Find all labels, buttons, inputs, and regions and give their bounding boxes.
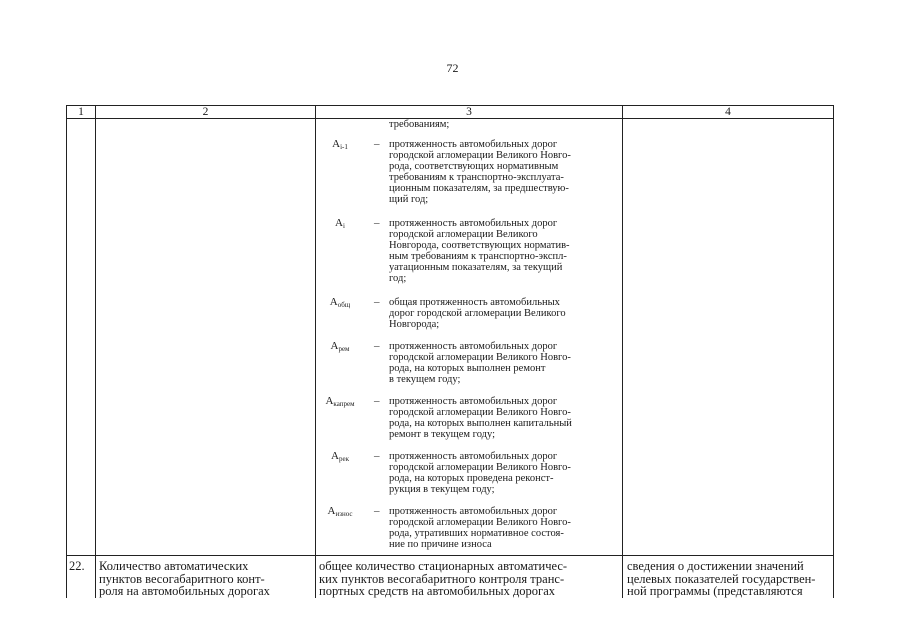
definition-text: протяженность автомобильных дорог городской агломерации Великого Новго- рода, на которых проведена реконст- рукция в текущем году; bbox=[389, 451, 571, 495]
definition-symbol: $A_{общ}$ bbox=[329, 296, 351, 309]
row-22-number: 22. bbox=[69, 559, 85, 573]
definition-text: протяженность автомобильных дорог городской агломерации Великого Новго- рода, соответствующих нормативным требованиям к транспортно-эксплуата- ционным показателям, за предшествую- щий год; bbox=[389, 139, 571, 205]
page-number: 72 bbox=[446, 61, 459, 75]
definition-symbol: $A_{рем}$ bbox=[330, 340, 350, 353]
header-col-1: 1 bbox=[78, 106, 84, 118]
definition-symbol: $A_{i-1}$ bbox=[332, 138, 348, 151]
definition-text: общая протяженность автомобильных дорог городской агломерации Великого Новгорода; bbox=[389, 297, 566, 330]
definition-symbol: $A_{рек}$ bbox=[331, 450, 349, 463]
definition-symbol: $A_{износ}$ bbox=[327, 505, 353, 518]
definition-text: протяженность автомобильных дорог городской агломерации Великого Новго- рода, на которых выполнен капитальный ремонт в текущем году; bbox=[389, 396, 572, 440]
row-22-indicator-name: Количество автоматических пунктов весогабаритного конт- роля на автомобильных дорогах bbox=[99, 559, 270, 598]
indicators-table: 1 2 3 4 требованиям; $A_{i-1}$ – протяженность автомобильных дорог городской агломерации Великого Новго- рода, соответствующих нормативным требованиям к транспортно-эксплуата- ционным показателям, за предшествую- щий год; $A_i$ – протяженность автомобильных дорог городской агломерации Великого Новгорода, соответствующих норматив- ным требованиям к транспортно-экспл- уатационным показателям, за текущий год; $A_{общ}$ – общая протяженность автомобильных дорог городской агломерации Великого Новгорода; $A_{рем}$ – протяженность автомобильных дорог городской агломерации Великого Новго- рода, на которых выполнен ремонт в текущем году; $A_{капрем}$ – протяженность автомобильных дорог городской агломерации Великого Новго- рода, на которых выполнен капитальный ремонт в текущем году; $A_{рек}$ – протяженность автомобильных дорог городской агломерации Великого Новго- рода, на которых проведена реконст- рукция в текущем году; $A_{износ}$ – протяженность автомобильных дорог городской агломерации Великого Новго- рода, утративших нормативное состоя- ние по причине износа 22. Количество автоматических пунктов весогабаритного конт- роля на автомобильных дорогах общее количество стационарных автоматичес- ких пунктов весогабаритного контроля транс- портных средств на автомобильных дорогах сведения о достижении значений целевых показателей государствен- ной программы (представляются bbox=[66, 105, 834, 598]
definition-symbol: $A_i$ bbox=[335, 217, 345, 230]
continued-text: требованиям; bbox=[389, 119, 450, 130]
row-22-calculation-method: общее количество стационарных автоматичес- ких пунктов весогабаритного контроля транс- портных средств на автомобильных дорогах bbox=[319, 559, 568, 598]
header-col-4: 4 bbox=[725, 106, 731, 118]
definition-text: протяженность автомобильных дорог городской агломерации Великого Новго- рода, утративших нормативное состоя- ние по причине износа bbox=[389, 506, 571, 550]
definition-text: протяженность автомобильных дорог городской агломерации Великого Новго- рода, на которых выполнен ремонт в текущем году; bbox=[389, 341, 571, 385]
definition-symbol: $A_{капрем}$ bbox=[325, 395, 355, 408]
row-22-data-source: сведения о достижении значений целевых показателей государствен- ной программы (представляются bbox=[627, 559, 816, 598]
header-col-3: 3 bbox=[466, 106, 472, 118]
definition-text: протяженность автомобильных дорог городской агломерации Великого Новгорода, соответствующих норматив- ным требованиям к транспортно-экспл- уатационным показателям, за текущий год; bbox=[389, 218, 570, 284]
header-col-2: 2 bbox=[202, 106, 209, 118]
